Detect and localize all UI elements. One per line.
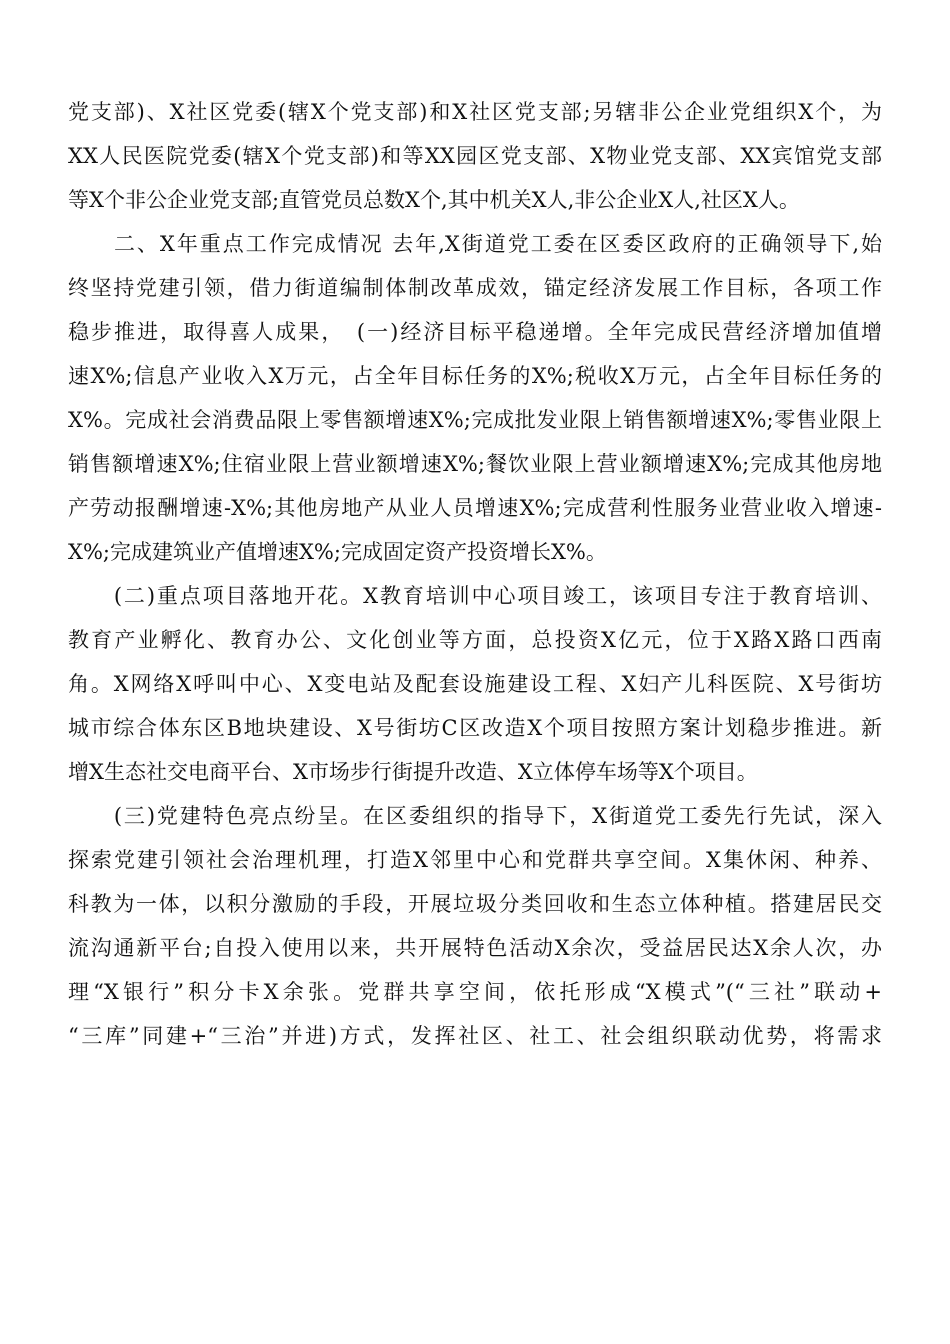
text-line: X%。完成社会消费品限上零售额增速X%;完成批发业限上销售额增速X%;零售业限上 [68,408,882,432]
text-line: 流沟通新平台;自投入使用以来，共开展特色活动X余次，受益居民达X余人次，办 [68,936,882,960]
text-line: 销售额增速X%;住宿业限上营业额增速X%;餐饮业限上营业额增速X%;完成其他房地 [68,452,882,476]
text-line: 探索党建引领社会治理机理，打造X邻里中心和党群共享空间。X集休闲、种养、 [68,848,882,872]
text-line: 等X个非公企业党支部;直管党员总数X个,其中机关X人,非公企业X人,社区X人。 [68,188,800,212]
text-line: 稳步推进，取得喜人成果， (一)经济目标平稳递增。全年完成民营经济增加值增 [68,320,882,344]
text-line: 城市综合体东区B地块建设、X号街坊C区改造X个项目按照方案计划稳步推进。新 [68,716,882,740]
text-line: 速X%;信息产业收入X万元，占全年目标任务的X%;税收X万元，占全年目标任务的 [68,364,882,388]
text-line: (二)重点项目落地开花。X教育培训中心项目竣工，该项目专注于教育培训、 [68,584,882,608]
text-line: XX人民医院党委(辖X个党支部)和等XX园区党支部、X物业党支部、XX宾馆党支部 [68,144,882,168]
text-line: 角。X网络X呼叫中心、X变电站及配套设施建设工程、X妇产儿科医院、X号街坊 [68,672,882,696]
text-line: 理“X银行”积分卡X余张。党群共享空间，依托形成“X模式”(“三社”联动+ [68,980,882,1004]
text-line: 党支部)、X社区党委(辖X个党支部)和X社区党支部;另辖非公企业党组织X个，为 [68,100,882,124]
text-line: (三)党建特色亮点纷呈。在区委组织的指导下，X街道党工委先行先试，深入 [68,804,882,828]
document-body [68,90,882,1058]
text-line: 科教为一体，以积分激励的手段，开展垃圾分类回收和生态立体种植。搭建居民交 [68,892,882,916]
text-line: 产劳动报酬增速-X%;其他房地产从业人员增速X%;完成营利性服务业营业收入增速- [68,496,882,520]
text-line: X%;完成建筑业产值增速X%;完成固定资产投资增长X%。 [68,540,607,564]
text-line: 终坚持党建引领，借力街道编制体制改革成效，锚定经济发展工作目标，各项工作 [68,276,882,300]
text-line: 二、X年重点工作完成情况 去年,X街道党工委在区委区政府的正确领导下,始 [68,232,882,256]
text-line: 增X生态社交电商平台、X市场步行街提升改造、X立体停车场等X个项目。 [68,760,758,784]
text-line: 教育产业孵化、教育办公、文化创业等方面，总投资X亿元，位于X路X路口西南 [68,628,882,652]
text-line: “三库”同建+“三治”并进)方式，发挥社区、社工、社会组织联动优势，将需求 [68,1024,882,1048]
